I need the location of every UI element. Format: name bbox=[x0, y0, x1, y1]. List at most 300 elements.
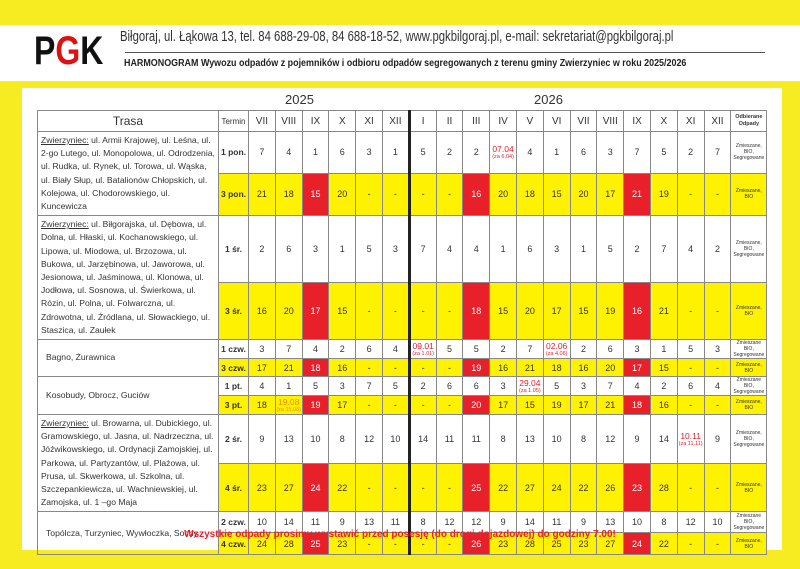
date-cell: 18 bbox=[249, 396, 276, 415]
date-cell: 16 bbox=[463, 173, 490, 216]
date-cell: 5 bbox=[382, 377, 409, 396]
new-date: 07.04 bbox=[492, 143, 514, 154]
table-row bbox=[38, 216, 767, 283]
date-cell: 21 bbox=[650, 283, 677, 340]
termin-cell: 3 pt. bbox=[219, 396, 249, 415]
col-header-month: VII bbox=[570, 111, 597, 132]
date-cell: 22 bbox=[570, 464, 597, 512]
date-cell: 14 bbox=[516, 512, 543, 533]
date-cell: 25 bbox=[302, 533, 329, 555]
original-date: (za 11.11) bbox=[678, 440, 703, 447]
date-cell: - bbox=[356, 173, 383, 216]
date-cell: 26 bbox=[463, 533, 490, 555]
date-cell: - bbox=[677, 533, 704, 555]
date-cell: - bbox=[436, 396, 463, 415]
date-cell: 17 bbox=[302, 283, 329, 340]
date-cell: 2 bbox=[436, 132, 463, 174]
col-header-termin: Termin bbox=[219, 111, 249, 132]
date-cell: 6 bbox=[570, 132, 597, 174]
waste-types-cell: Zmieszane, BIO bbox=[731, 359, 767, 377]
termin-cell: 4 śr. bbox=[219, 464, 249, 512]
table-row bbox=[38, 415, 767, 464]
date-cell: 3 bbox=[356, 132, 383, 174]
date-cell: 22 bbox=[650, 533, 677, 555]
original-date: (za 1.05) bbox=[519, 387, 541, 394]
date-cell: 3 bbox=[704, 340, 731, 359]
date-cell: 20 bbox=[329, 173, 356, 216]
date-cell: 17 bbox=[249, 359, 276, 377]
date-cell: - bbox=[409, 533, 436, 555]
date-cell: 19 bbox=[302, 396, 329, 415]
date-cell: 16 bbox=[650, 396, 677, 415]
date-cell: - bbox=[356, 533, 383, 555]
date-cell: - bbox=[704, 359, 731, 377]
town-name: Zwierzyniec: bbox=[41, 219, 89, 230]
col-header-month: VI bbox=[543, 111, 570, 132]
date-cell: 3 bbox=[302, 216, 329, 283]
date-cell: - bbox=[382, 283, 409, 340]
col-header-month: IV bbox=[490, 111, 517, 132]
date-cell: 1 bbox=[302, 132, 329, 174]
date-cell: 5 bbox=[302, 377, 329, 396]
date-cell bbox=[516, 377, 543, 396]
new-date: 02.06 bbox=[546, 340, 568, 351]
date-cell: 26 bbox=[597, 464, 624, 512]
date-cell: 2 bbox=[463, 132, 490, 174]
route-cell bbox=[38, 415, 219, 512]
col-header-month: VIII bbox=[597, 111, 624, 132]
new-date: 10.11 bbox=[680, 430, 701, 441]
date-cell: 16 bbox=[624, 283, 651, 340]
date-cell: 18 bbox=[302, 359, 329, 377]
rescheduled-date bbox=[411, 342, 436, 357]
date-cell: 25 bbox=[463, 464, 490, 512]
date-cell: 7 bbox=[704, 132, 731, 174]
date-cell: 14 bbox=[409, 415, 436, 464]
date-cell: 16 bbox=[570, 359, 597, 377]
col-header-month: XI bbox=[356, 111, 383, 132]
termin-cell: 3 czw. bbox=[219, 359, 249, 377]
pgk-logo: PGK bbox=[34, 29, 104, 73]
date-cell: 5 bbox=[677, 340, 704, 359]
date-cell: 5 bbox=[356, 216, 383, 283]
date-cell: 10 bbox=[249, 512, 276, 533]
original-date: (za 15.08) bbox=[276, 406, 302, 413]
date-cell: - bbox=[382, 396, 409, 415]
date-cell: 24 bbox=[624, 533, 651, 555]
date-cell: 23 bbox=[249, 464, 276, 512]
col-header-month: IX bbox=[302, 111, 329, 132]
date-cell: 11 bbox=[302, 512, 329, 533]
waste-types-cell: Zmieszane BIO, Segregowane bbox=[731, 377, 767, 396]
new-date: 09.01 bbox=[412, 340, 434, 351]
date-cell: 8 bbox=[329, 415, 356, 464]
date-cell: 15 bbox=[490, 283, 517, 340]
date-cell: 10 bbox=[624, 512, 651, 533]
date-cell: 1 bbox=[650, 340, 677, 359]
termin-cell: 2 śr. bbox=[219, 415, 249, 464]
route-cell bbox=[38, 132, 219, 216]
date-cell: 8 bbox=[570, 415, 597, 464]
date-cell: 4 bbox=[516, 132, 543, 174]
col-header-month: VII bbox=[249, 111, 276, 132]
date-cell: 7 bbox=[249, 132, 276, 174]
date-cell: 13 bbox=[356, 512, 383, 533]
date-cell: 15 bbox=[329, 283, 356, 340]
date-cell: 27 bbox=[516, 464, 543, 512]
date-cell: 2 bbox=[650, 377, 677, 396]
date-cell: 3 bbox=[597, 132, 624, 174]
date-cell: 12 bbox=[597, 415, 624, 464]
route-cell bbox=[38, 340, 219, 377]
date-cell: 17 bbox=[570, 396, 597, 415]
date-cell: 27 bbox=[597, 533, 624, 555]
street-list: Kosobudy, Obrocz, Guciów bbox=[46, 389, 150, 400]
date-cell: 2 bbox=[570, 340, 597, 359]
divider bbox=[125, 52, 765, 53]
date-cell: 12 bbox=[436, 512, 463, 533]
date-cell: - bbox=[436, 533, 463, 555]
date-cell: 20 bbox=[516, 283, 543, 340]
termin-cell: 3 śr. bbox=[219, 283, 249, 340]
date-cell: - bbox=[382, 464, 409, 512]
date-cell: - bbox=[409, 464, 436, 512]
date-cell: 5 bbox=[409, 132, 436, 174]
original-date: (za 1.01) bbox=[412, 350, 435, 357]
date-cell: 6 bbox=[436, 377, 463, 396]
town-name: Zwierzyniec: bbox=[41, 418, 89, 429]
date-cell: 6 bbox=[329, 132, 356, 174]
date-cell: - bbox=[356, 396, 383, 415]
street-list: Topólcza, Turzyniec, Wywłoczka, Sochy bbox=[46, 527, 198, 538]
termin-cell: 4 czw. bbox=[219, 533, 249, 555]
date-cell: 23 bbox=[624, 464, 651, 512]
date-cell bbox=[543, 340, 570, 359]
date-cell: 21 bbox=[624, 173, 651, 216]
date-cell: 4 bbox=[704, 377, 731, 396]
waste-types-cell: Zmieszane, BIO bbox=[731, 396, 767, 415]
date-cell bbox=[490, 132, 517, 174]
date-cell: 13 bbox=[275, 415, 302, 464]
date-cell: 18 bbox=[543, 359, 570, 377]
table-row bbox=[38, 132, 767, 174]
date-cell: 7 bbox=[597, 377, 624, 396]
date-cell: 6 bbox=[516, 216, 543, 283]
termin-cell: 2 czw. bbox=[219, 512, 249, 533]
date-cell: 10 bbox=[543, 415, 570, 464]
date-cell: 28 bbox=[650, 464, 677, 512]
col-header-month: X bbox=[650, 111, 677, 132]
date-cell: - bbox=[436, 283, 463, 340]
date-cell: 6 bbox=[356, 340, 383, 359]
date-cell: 1 bbox=[382, 132, 409, 174]
termin-cell: 1 śr. bbox=[219, 216, 249, 283]
date-cell: 17 bbox=[543, 283, 570, 340]
date-cell: 1 bbox=[490, 216, 517, 283]
date-cell: 16 bbox=[490, 359, 517, 377]
date-cell: 14 bbox=[650, 415, 677, 464]
date-cell: 11 bbox=[463, 415, 490, 464]
route-cell bbox=[38, 216, 219, 340]
termin-cell: 1 pon. bbox=[219, 132, 249, 174]
col-header-month: XII bbox=[704, 111, 731, 132]
date-cell: - bbox=[677, 359, 704, 377]
date-cell: 5 bbox=[463, 340, 490, 359]
date-cell: 18 bbox=[516, 173, 543, 216]
date-cell: 4 bbox=[249, 377, 276, 396]
waste-types-cell: Zmieszane, BIO bbox=[731, 533, 767, 555]
date-cell: 14 bbox=[275, 512, 302, 533]
date-cell: 17 bbox=[597, 173, 624, 216]
date-cell: 15 bbox=[543, 173, 570, 216]
date-cell: - bbox=[677, 283, 704, 340]
col-header-month: V bbox=[516, 111, 543, 132]
date-cell: - bbox=[409, 396, 436, 415]
date-cell: 8 bbox=[490, 415, 517, 464]
col-header-month: XII bbox=[382, 111, 409, 132]
date-cell: 9 bbox=[624, 415, 651, 464]
date-cell: 21 bbox=[516, 359, 543, 377]
date-cell: 2 bbox=[677, 132, 704, 174]
date-cell: 3 bbox=[329, 377, 356, 396]
date-cell: 6 bbox=[677, 377, 704, 396]
date-cell bbox=[409, 340, 436, 359]
date-cell: 3 bbox=[382, 216, 409, 283]
date-cell: 2 bbox=[490, 340, 517, 359]
date-cell: 7 bbox=[275, 340, 302, 359]
date-cell: 4 bbox=[436, 216, 463, 283]
date-cell: - bbox=[356, 464, 383, 512]
waste-types-cell: Zmieszane BIO, Segregowane bbox=[731, 340, 767, 359]
rescheduled-date bbox=[678, 432, 704, 447]
rescheduled-date bbox=[544, 342, 570, 357]
date-cell: 4 bbox=[275, 132, 302, 174]
date-cell: - bbox=[704, 283, 731, 340]
original-date: (za 4.06) bbox=[545, 350, 568, 357]
date-cell: 24 bbox=[543, 464, 570, 512]
date-cell: 11 bbox=[382, 512, 409, 533]
date-cell: 2 bbox=[249, 216, 276, 283]
col-header-trasa: Trasa bbox=[38, 111, 219, 132]
rescheduled-date bbox=[276, 398, 302, 413]
termin-cell: 1 pt. bbox=[219, 377, 249, 396]
date-cell: 15 bbox=[650, 359, 677, 377]
original-date: (za 6.04) bbox=[492, 153, 514, 160]
date-cell: 12 bbox=[356, 415, 383, 464]
date-cell: - bbox=[409, 173, 436, 216]
date-cell bbox=[677, 415, 704, 464]
date-cell: 4 bbox=[302, 340, 329, 359]
date-cell: 6 bbox=[275, 216, 302, 283]
date-cell: 10 bbox=[704, 512, 731, 533]
date-cell: 8 bbox=[409, 512, 436, 533]
date-cell: - bbox=[677, 464, 704, 512]
date-cell: 24 bbox=[302, 464, 329, 512]
date-cell: 21 bbox=[249, 173, 276, 216]
rescheduled-date bbox=[490, 145, 516, 160]
date-cell: 23 bbox=[329, 533, 356, 555]
schedule-panel bbox=[22, 88, 782, 550]
date-cell: 7 bbox=[516, 340, 543, 359]
date-cell: 27 bbox=[275, 464, 302, 512]
date-cell: - bbox=[704, 464, 731, 512]
termin-cell: 1 czw. bbox=[219, 340, 249, 359]
date-cell: 16 bbox=[249, 283, 276, 340]
date-cell: 4 bbox=[677, 216, 704, 283]
date-cell: - bbox=[436, 359, 463, 377]
date-cell: 9 bbox=[249, 415, 276, 464]
date-cell: 11 bbox=[436, 415, 463, 464]
date-cell: - bbox=[436, 464, 463, 512]
date-cell: 15 bbox=[302, 173, 329, 216]
col-header-month: II bbox=[436, 111, 463, 132]
date-cell: 12 bbox=[463, 512, 490, 533]
waste-types-cell: Zmieszane, BIO, Segregowane bbox=[731, 132, 767, 174]
date-cell: 19 bbox=[543, 396, 570, 415]
col-header-month: I bbox=[409, 111, 436, 132]
date-cell: 1 bbox=[329, 216, 356, 283]
date-cell: 1 bbox=[543, 132, 570, 174]
termin-cell: 3 pon. bbox=[219, 173, 249, 216]
col-header-month: X bbox=[329, 111, 356, 132]
col-header-odpady: Odbierane Odpady bbox=[731, 111, 767, 132]
header bbox=[0, 25, 800, 81]
date-cell: 17 bbox=[329, 396, 356, 415]
date-cell: 3 bbox=[624, 340, 651, 359]
date-cell: 22 bbox=[490, 464, 517, 512]
date-cell: 3 bbox=[543, 216, 570, 283]
date-cell: - bbox=[382, 359, 409, 377]
date-cell: 24 bbox=[249, 533, 276, 555]
date-cell: 23 bbox=[570, 533, 597, 555]
date-cell: - bbox=[382, 173, 409, 216]
date-cell: - bbox=[704, 173, 731, 216]
date-cell: 15 bbox=[516, 396, 543, 415]
date-cell: 5 bbox=[543, 377, 570, 396]
date-cell: 22 bbox=[329, 464, 356, 512]
table-row bbox=[38, 340, 767, 359]
date-cell: - bbox=[409, 283, 436, 340]
date-cell: 3 bbox=[490, 377, 517, 396]
street-list: Bagno, Żurawnica bbox=[46, 352, 116, 363]
date-cell: 25 bbox=[543, 533, 570, 555]
date-cell: 17 bbox=[624, 359, 651, 377]
date-cell: 1 bbox=[570, 216, 597, 283]
date-cell: 1 bbox=[275, 377, 302, 396]
col-header-month: VIII bbox=[275, 111, 302, 132]
date-cell: - bbox=[382, 533, 409, 555]
col-header-month: XI bbox=[677, 111, 704, 132]
date-cell: 7 bbox=[409, 216, 436, 283]
town-name: Zwierzyniec: bbox=[41, 135, 89, 145]
schedule-table bbox=[37, 110, 767, 555]
date-cell: 28 bbox=[275, 533, 302, 555]
street-list: ul. Browarna, ul. Dubickiego, ul. Gramowskiego, ul. Jasna, ul. Nadrzeczna, ul. Jóźwikowskiego, ul. Ordynacji Zamojskiej, ul. Parkowa, ul. Partyzantów, ul. Plażowa, ul. Prusa, ul. Skwerkowa, ul. Szkolna, ul. Szczepankiewicza, ul. Wachniewskiej, ul. Zamojska, ul. 1 –go Maja bbox=[41, 418, 214, 508]
date-cell: 18 bbox=[275, 173, 302, 216]
date-cell: 2 bbox=[624, 216, 651, 283]
date-cell bbox=[275, 396, 302, 415]
table-row bbox=[38, 377, 767, 396]
date-cell: 4 bbox=[382, 340, 409, 359]
date-cell: 7 bbox=[650, 216, 677, 283]
date-cell: 2 bbox=[329, 340, 356, 359]
street-list: ul. Biłgorajska, ul. Dębowa, ul. Dolna, ul. Hłaski, ul. Kochanowskiego, ul. Lipowa, ul. Miodowa, ul. Brzozowa, ul. Bukowa, ul. Jarzębinowa, ul. Jaworowa, ul. Jesionowa, ul. Jaśminowa, ul. Klonowa, ul. Jodłowa, ul. Sosnowa, ul. Świerkowa, ul. Rózin, ul. Polna, ul. Folwarczna, ul. Zdrowotna, ul. Źródlana, ul. Słowackiego, ul. Staszica, ul. Zaułek bbox=[41, 219, 211, 335]
waste-types-cell: Zmieszane, BIO, Segregowane bbox=[731, 216, 767, 283]
date-cell: 12 bbox=[677, 512, 704, 533]
waste-types-cell: Zmieszane BIO, Segregowane bbox=[731, 512, 767, 533]
date-cell: 4 bbox=[624, 377, 651, 396]
date-cell: - bbox=[436, 173, 463, 216]
waste-types-cell: Zmieszane, BIO, Segregowane bbox=[731, 415, 767, 464]
document-title: HARMONOGRAM Wywozu odpadów z pojemników i odbioru odpadów segregowanych z terenu gminy Zwierzyniec w roku 2025/2026 bbox=[124, 58, 687, 69]
date-cell: 7 bbox=[356, 377, 383, 396]
date-cell: 7 bbox=[624, 132, 651, 174]
date-cell: - bbox=[704, 533, 731, 555]
date-cell: 20 bbox=[597, 359, 624, 377]
waste-types-cell: Zmieszane, BIO bbox=[731, 464, 767, 512]
date-cell: 11 bbox=[543, 512, 570, 533]
rescheduled-date bbox=[517, 379, 543, 394]
date-cell: 10 bbox=[302, 415, 329, 464]
date-cell: 19 bbox=[463, 359, 490, 377]
date-cell: 20 bbox=[463, 396, 490, 415]
date-cell: 4 bbox=[463, 216, 490, 283]
waste-types-cell: Zmieszane, BIO bbox=[731, 283, 767, 340]
date-cell: 20 bbox=[570, 173, 597, 216]
date-cell: - bbox=[704, 396, 731, 415]
date-cell: 6 bbox=[597, 340, 624, 359]
date-cell: - bbox=[409, 359, 436, 377]
date-cell: 23 bbox=[490, 533, 517, 555]
date-cell: - bbox=[677, 396, 704, 415]
date-cell: 3 bbox=[249, 340, 276, 359]
date-cell: 5 bbox=[597, 216, 624, 283]
date-cell: 13 bbox=[597, 512, 624, 533]
date-cell: - bbox=[356, 283, 383, 340]
date-cell: 19 bbox=[650, 173, 677, 216]
date-cell: 8 bbox=[650, 512, 677, 533]
route-cell bbox=[38, 377, 219, 415]
date-cell: 20 bbox=[490, 173, 517, 216]
date-cell: - bbox=[356, 359, 383, 377]
date-cell: 9 bbox=[570, 512, 597, 533]
date-cell: 18 bbox=[624, 396, 651, 415]
date-cell: - bbox=[677, 173, 704, 216]
date-cell: 19 bbox=[597, 283, 624, 340]
date-cell: 9 bbox=[704, 415, 731, 464]
new-date: 19.08 bbox=[278, 396, 300, 407]
date-cell: 17 bbox=[490, 396, 517, 415]
date-cell: 10 bbox=[382, 415, 409, 464]
date-cell: 28 bbox=[516, 533, 543, 555]
date-cell: 5 bbox=[650, 132, 677, 174]
street-list: ul. Armii Krajowej, ul. Leśna, ul. 2-go Lutego, ul. Monopolowa, ul. Odrodzenia, ul. Rudka, ul. Rynek, ul. Torowa, ul. Wąska, ul. Biały Słup, ul. Batalionów Chłopskich, ul. Kolejowa, ul. Chodorowskiego, ul. Kuncewicza bbox=[41, 135, 215, 212]
date-cell: 20 bbox=[275, 283, 302, 340]
date-cell: 21 bbox=[597, 396, 624, 415]
date-cell: 15 bbox=[570, 283, 597, 340]
date-cell: 13 bbox=[516, 415, 543, 464]
new-date: 29.04 bbox=[519, 377, 541, 388]
date-cell: 6 bbox=[463, 377, 490, 396]
date-cell: 2 bbox=[409, 377, 436, 396]
col-header-month: IX bbox=[624, 111, 651, 132]
waste-types-cell: Zmieszane, BIO bbox=[731, 173, 767, 216]
date-cell: 5 bbox=[436, 340, 463, 359]
date-cell: 3 bbox=[570, 377, 597, 396]
date-cell: 9 bbox=[329, 512, 356, 533]
date-cell: 9 bbox=[490, 512, 517, 533]
date-cell: 16 bbox=[329, 359, 356, 377]
